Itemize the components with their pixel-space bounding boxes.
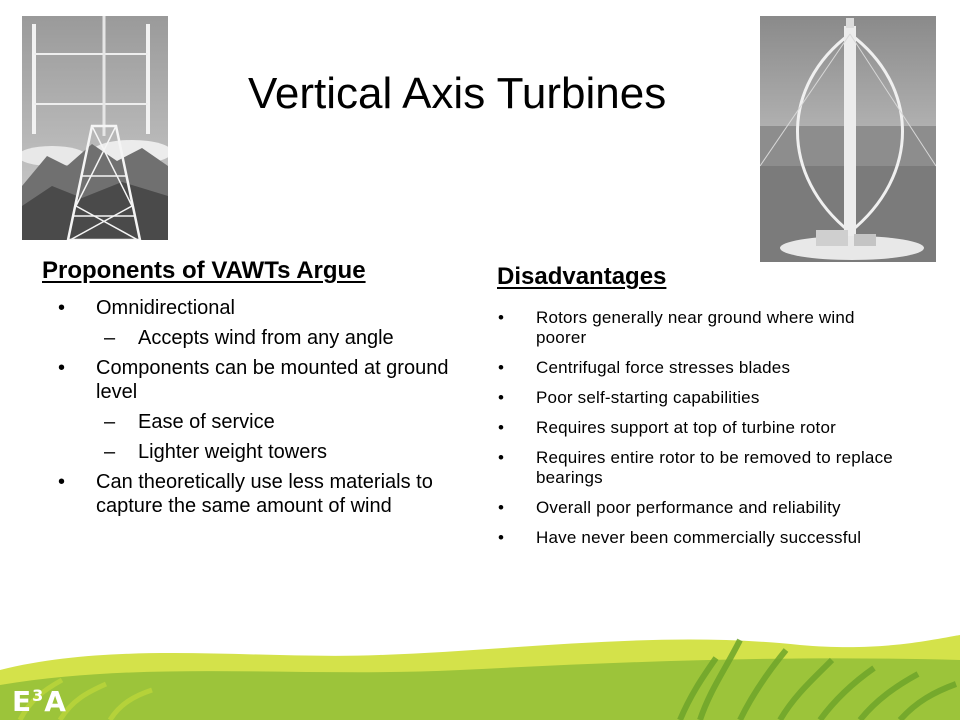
sub-list-item bbox=[98, 326, 458, 350]
list-item bbox=[498, 418, 898, 438]
bullet-icon: • bbox=[498, 388, 505, 407]
sub-item-text: Accepts wind from any angle bbox=[138, 327, 394, 349]
list-item-text: Requires entire rotor to be removed to replace bearings bbox=[536, 448, 893, 487]
grass-decoration bbox=[0, 600, 960, 720]
pros-list bbox=[58, 296, 458, 518]
bullet-icon: • bbox=[58, 471, 66, 493]
sub-list bbox=[96, 326, 458, 350]
e3a-logo: $E^3A$ bbox=[12, 685, 67, 718]
sub-list-item bbox=[98, 440, 458, 464]
list-item bbox=[498, 308, 898, 348]
list-item bbox=[58, 296, 458, 350]
bullet-icon: • bbox=[498, 528, 505, 547]
list-item-text: Overall poor performance and reliability bbox=[536, 498, 841, 517]
dash-icon: – bbox=[104, 441, 116, 463]
list-item bbox=[498, 358, 898, 378]
bullet-icon: • bbox=[498, 358, 505, 377]
vawt-tower-photo bbox=[22, 16, 168, 240]
sub-item-text: Ease of service bbox=[138, 411, 275, 433]
list-item bbox=[498, 498, 898, 518]
list-item bbox=[58, 356, 458, 464]
bullet-icon: • bbox=[498, 448, 505, 467]
list-item-text: Requires support at top of turbine rotor bbox=[536, 418, 836, 437]
slide-title: Vertical Axis Turbines bbox=[248, 69, 667, 118]
cons-list bbox=[498, 308, 898, 548]
list-item-text: Can theoretically use less materials to capture the same amount of wind bbox=[96, 471, 433, 517]
sub-item-text: Lighter weight towers bbox=[138, 441, 327, 463]
bullet-icon: • bbox=[498, 418, 505, 437]
list-item bbox=[498, 448, 898, 488]
sub-list bbox=[96, 410, 458, 464]
bullet-icon: • bbox=[58, 357, 66, 379]
bullet-icon: • bbox=[498, 308, 505, 327]
list-item-text: Centrifugal force stresses blades bbox=[536, 358, 791, 377]
darrieus-turbine-photo bbox=[760, 16, 936, 262]
bullet-icon: • bbox=[498, 498, 505, 517]
list-item-text: Omnidirectional bbox=[96, 297, 235, 319]
pros-heading: Proponents of VAWTs Argue bbox=[42, 257, 366, 284]
dash-icon: – bbox=[104, 327, 116, 349]
list-item bbox=[498, 388, 898, 408]
bullet-icon: • bbox=[58, 297, 66, 319]
list-item bbox=[498, 528, 898, 548]
dash-icon: – bbox=[104, 411, 116, 433]
cons-heading: Disadvantages bbox=[497, 263, 667, 290]
list-item-text: Poor self-starting capabilities bbox=[536, 388, 760, 407]
list-item-text: Components can be mounted at ground level bbox=[96, 357, 449, 403]
list-item bbox=[58, 470, 458, 518]
list-item-text: Have never been commercially successful bbox=[536, 528, 862, 547]
sub-list-item bbox=[98, 410, 458, 434]
list-item-text: Rotors generally near ground where wind poorer bbox=[536, 308, 855, 347]
